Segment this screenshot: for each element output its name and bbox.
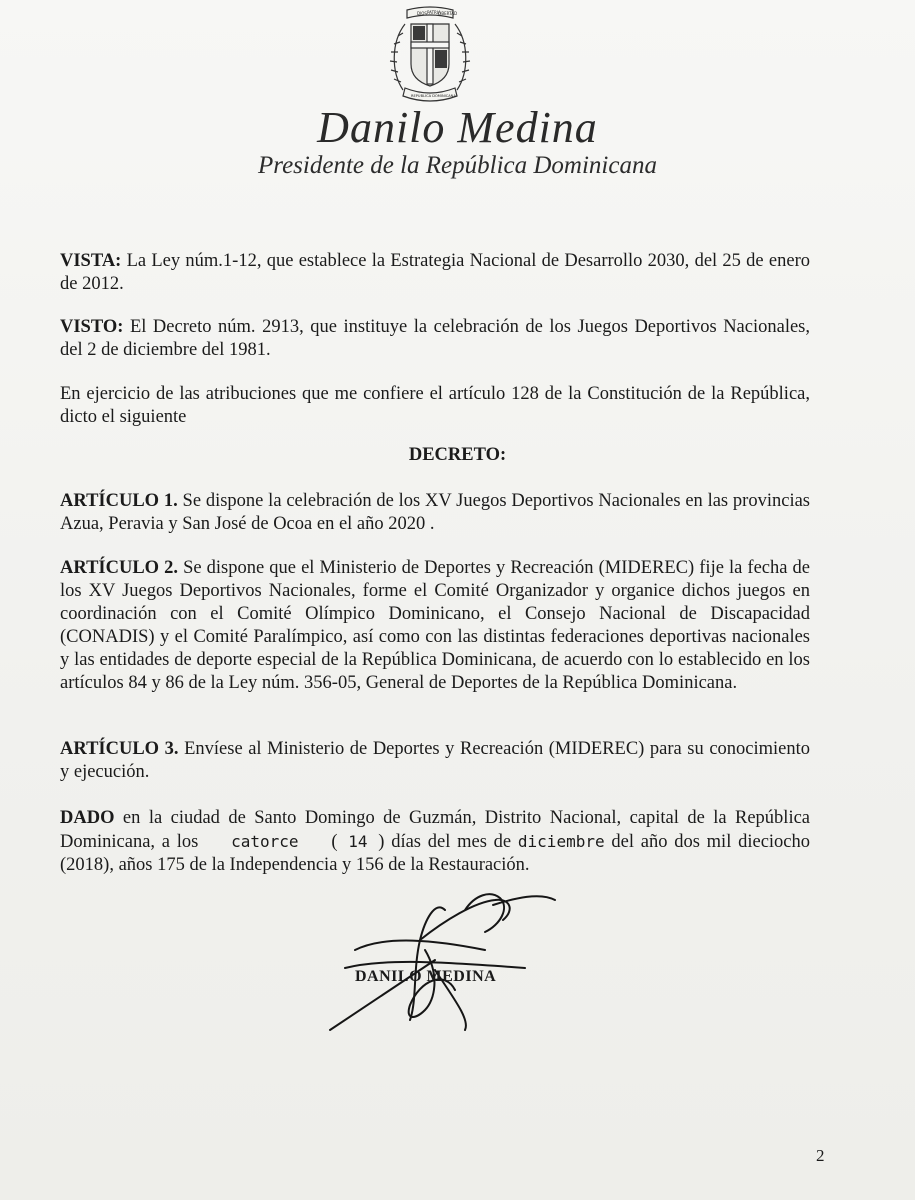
visto-text: El Decreto núm. 2913, que instituye la celebración de los Juegos Deportivos Nacionales, del 2 de diciembre del 1981. bbox=[60, 317, 810, 360]
day-words-field: catorce bbox=[231, 832, 299, 851]
articulo-2-text: Se dispone que el Ministerio de Deportes y Recreación (MIDEREC) fije la fecha de los XV Juegos Deportivos Nacionales, forme el Comité Organizador y organice dichos juegos en coordinación con el Comité Olímpico Dominicano, el Consejo Nacional de Discapacidad (CONADIS) y el Comité Paralímpico, así como con las distintas federaciones deportivas nacionales y las entidades de deporte especial de la República Dominicana, de acuerdo con lo establecido en los artículos 84 y 86 de la Ley núm. 356-05, General de Deportes de la República Dominicana. bbox=[60, 558, 811, 693]
articulo-2-label: ARTÍCULO 2. bbox=[60, 558, 179, 578]
coat-of-arms-icon bbox=[385, 2, 475, 106]
crest-motto-2: PATRIA bbox=[427, 10, 441, 15]
crest-ribbon-text: REPÚBLICA DOMINICANA bbox=[411, 94, 456, 98]
articulo-1-label: ARTÍCULO 1. bbox=[60, 491, 178, 511]
decreto-title: DECRETO: bbox=[408, 445, 507, 465]
crest-motto-3: LIBERTAD bbox=[438, 11, 458, 16]
ejercicio-paragraph: En ejercicio de las atribuciones que me confiere el artículo 128 de la Constitución de la República, dicto el siguiente bbox=[60, 384, 810, 427]
articulo-3-label: ARTÍCULO 3. bbox=[60, 739, 179, 759]
vista-label: VISTA: bbox=[60, 251, 122, 271]
dado-text-1: en la ciudad de Santo Domingo de Guzmán, Distrito Nacional, capital de la República Dominicana, a los bbox=[60, 808, 811, 852]
dado-paragraph: DADO en la ciudad de Santo Domingo de Guzmán, Distrito Nacional, capital de la República Dominicana, a los catorce ( 14 ) días del mes de diciembre del año dos mil dieciocho (2018), años 175 de la Independencia y 156 de la Restauración. bbox=[60, 808, 811, 875]
letterhead-name: Danilo Medina bbox=[317, 103, 598, 152]
articulo-3-text: Envíese al Ministerio de Deportes y Recreación (MIDEREC) para su conocimiento y ejecución. bbox=[60, 739, 811, 782]
dado-text-3: del año dos mil dieciocho (2018), años 175 de la Independencia y 156 de la Restauración. bbox=[60, 832, 811, 875]
signature-name: DANILO MEDINA bbox=[355, 968, 497, 985]
dado-text-2: días del mes de bbox=[391, 832, 512, 852]
visto-paragraph bbox=[60, 316, 810, 362]
day-number-field: 14 bbox=[348, 832, 368, 851]
month-field: diciembre bbox=[517, 832, 605, 851]
vista-text: La Ley núm.1-12, que establece la Estrategia Nacional de Desarrollo 2030, del 25 de enero de 2012. bbox=[60, 251, 810, 294]
articulo-3-paragraph bbox=[60, 738, 810, 784]
handwritten-signature bbox=[325, 880, 575, 1040]
crest-motto-1: DIOS bbox=[417, 11, 427, 16]
dado-label: DADO bbox=[60, 808, 115, 828]
vista-paragraph bbox=[60, 250, 810, 296]
letterhead-title: Presidente de la República Dominicana bbox=[258, 152, 657, 179]
articulo-1-text: Se dispone la celebración de los XV Juegos Deportivos Nacionales en las provincias Azua, Peravia y San José de Ocoa en el año 2020 . bbox=[60, 491, 810, 534]
page-number: 2 bbox=[816, 1146, 825, 1165]
visto-label: VISTO: bbox=[60, 317, 124, 337]
articulo-1-paragraph bbox=[60, 490, 810, 536]
articulo-2-paragraph bbox=[60, 557, 810, 695]
